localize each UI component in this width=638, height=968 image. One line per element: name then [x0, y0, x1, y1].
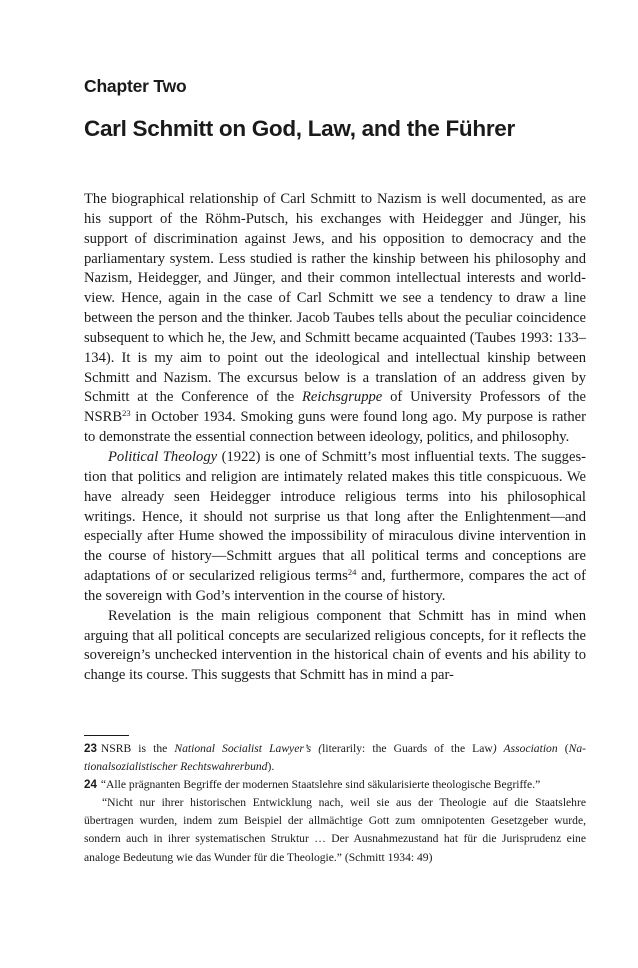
body-text	[84, 190, 586, 686]
political-theology-italic: Political Theology	[108, 448, 218, 465]
footnote-23-italic-2: ) Association	[492, 742, 558, 755]
footnote-23-italic-3: Nationalsozialistischer Rechtswahrerbund	[84, 742, 587, 774]
paragraph-3: Revelation is the main religious component that Schmitt has in mind when arguing that all political concepts are secularized religious concepts, for it reflects the sovereign’s unchecked intervention in the historical chain of events and his ability to change its course. This suggests that Schmitt has in mind a par-	[84, 607, 586, 684]
paragraph-1-text-b: of University Professors of the NSRB	[84, 389, 586, 426]
footnote-23-text-c: (	[557, 742, 569, 755]
footnote-ref-24[interactable]: 24	[347, 567, 357, 578]
footnote-23-text-d: ).	[267, 760, 275, 774]
footnote-rule	[84, 735, 129, 736]
footnote-24-text: “Alle prägnanten Begriffe der modernen Staatslehre sind säkularisierte theologische Begriffe.”	[100, 778, 541, 792]
footnote-23-text-b: literarily: the Guards of the Law	[322, 742, 493, 755]
paragraph-2-text-b: and, furthermore, compares the act of the sovereign with God’s intervention in the course of history.	[84, 568, 586, 604]
paragraph-2	[84, 448, 586, 607]
footnote-24	[84, 776, 586, 794]
footnote-23-number: 23	[84, 742, 97, 755]
footnote-23-italic-1: National Socialist Lawyer’s (	[174, 742, 323, 755]
reichsgruppe-italic: Reichsgruppe	[302, 389, 383, 406]
chapter-title: Carl Schmitt on God, Law, and the Führer	[84, 116, 515, 141]
chapter-label: Chapter Two	[84, 76, 187, 96]
footnote-23-text-a: NSRB is the	[100, 742, 175, 755]
paragraph-1	[84, 190, 586, 448]
paragraph-1-text-c: in October 1934. Smoking guns were found long ago. My purpose is rather to demonstrate the essential connection between ideology, politics, and philosophy.	[84, 409, 586, 446]
paragraph-2-text-a: (1922) is one of Schmitt’s most influential texts. The suggestion that politics and religion are intimately related makes this title conspicuous. We have already seen Heidegger introduce religious terms into his philosophical writings. Hence, it should not surprise us that long after the Enlightenment—and especially after Hume showed the impossibility of miraculous divine intervention in the course of history—Schmitt argues that all political terms and conceptions are adaptations of or secularized religious terms	[84, 448, 586, 585]
footnote-23	[84, 740, 586, 776]
footnote-24-quote: “Nicht nur ihrer historischen Entwicklung nach, weil sie aus der Theologie auf die Staatslehre übertragen wurden, indem zum Beispiel der allmächtige Gott zum omnipotenten Gesetzgeber wurde, sondern auch in ihrer systematischen Struktur … Der Ausnahmezustand hat für die Jurisprudenz eine analoge Bedeutung wie das Wunder für die Theologie.” (Schmitt 1934: 49)	[84, 796, 586, 864]
footnotes	[84, 740, 586, 867]
paragraph-1-text-a: The biographical relationship of Carl Schmitt to Nazism is well documented, as are his support of the Röhm-Putsch, his exchanges with Heidegger and Jünger, his support of discrimination against Jews, and his opposition to democracy and the parliamentary system. Less studied is rather the kinship between his philosophy and Nazism, Heidegger, and Jünger, and their common intellectual interests and world-view. Hence, again in the case of Carl Schmitt we see a tendency to draw a line between the person and the thinker. Jacob Taubes tells about the peculiar coincidence subsequent to which he, the Jew, and Schmitt became acquainted (Taubes 1993: 133–134). It is my aim to point out the ideological and intellectual kinship between Schmitt and Nazism. The excursus below is a translation of an address given by Schmitt at the Conference of the	[84, 191, 586, 406]
footnote-24-number: 24	[84, 778, 97, 792]
footnote-ref-23[interactable]: 23	[122, 408, 131, 419]
